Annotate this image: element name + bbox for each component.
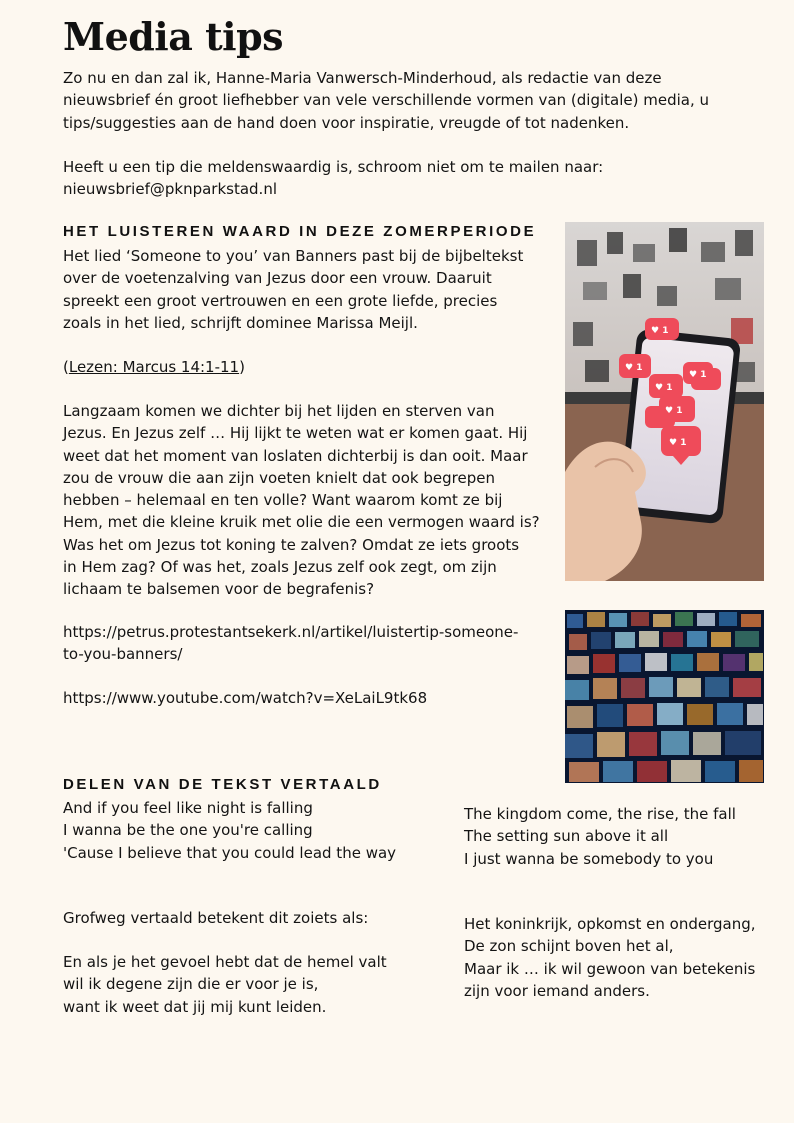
- lyric-line: The kingdom come, the rise, the fall: [464, 805, 736, 823]
- lyrics-english-right: [464, 803, 736, 870]
- text-line: Was het om Jezus tot koning te zalven? Omdat ze iets groots: [63, 535, 520, 554]
- reading-link[interactable]: Lezen: Marcus 14:1-11: [68, 358, 240, 376]
- svg-text:♥ 1: ♥ 1: [625, 363, 643, 373]
- phone-likes-illustration: [565, 222, 764, 581]
- text-line: Grofweg vertaald betekent dit zoiets als:: [63, 909, 369, 927]
- translation-intro: [63, 907, 368, 929]
- paren-close: ): [239, 358, 245, 376]
- url-line[interactable]: https://petrus.protestantsekerk.nl/artikel/luistertip-someone-: [63, 623, 519, 641]
- text-line: Het lied ‘Someone to you’ van Banners past bij de bijbeltekst: [63, 247, 524, 265]
- lyric-line: zijn voor iemand anders.: [464, 981, 650, 1000]
- text-line: spreekt een groot vertrouwen en een grote liefde, precies: [63, 291, 498, 310]
- page-title: Media tips: [63, 14, 284, 59]
- lyric-line: Maar ik … ik wil gewoon van betekenis: [464, 959, 756, 978]
- section1-paragraph-2: [63, 400, 540, 601]
- text-line: over de voetenzalving van Jezus door een vrouw. Daaruit: [63, 269, 492, 288]
- svg-text:♥ 1: ♥ 1: [669, 438, 687, 448]
- text-line: lichaam te balsemen voor de begrafenis?: [63, 580, 375, 599]
- url-line[interactable]: to-you-banners/: [63, 645, 183, 664]
- tip-note: [63, 156, 603, 201]
- text-line: hebben – helemaal en ten volle? Want waarom komt ze bij: [63, 491, 503, 510]
- email-address[interactable]: nieuwsbrief@pknparkstad.nl: [63, 180, 277, 199]
- lyric-line: I wanna be the one you're calling: [63, 821, 313, 840]
- text-line: zou de vrouw die aan zijn voeten knielt dat ook begrepen: [63, 468, 495, 487]
- intro-line: tips/suggesties aan de hand doen voor inspiratie, vreugde of tot nadenken.: [63, 113, 630, 132]
- lyric-line: And if you feel like night is falling: [63, 799, 313, 817]
- lyric-line: wil ik degene zijn die er voor je is,: [63, 975, 319, 994]
- video-wall-photo: [565, 610, 764, 783]
- phone-likes-photo: [565, 222, 764, 581]
- lyric-line: En als je het gevoel hebt dat de hemel valt: [63, 953, 387, 971]
- tip-note-line: Heeft u een tip die meldenswaardig is, schroom niet om te mailen naar:: [63, 158, 604, 176]
- url-line[interactable]: https://www.youtube.com/watch?v=XeLaiL9tk68: [63, 689, 428, 707]
- paren-open: (: [63, 358, 69, 376]
- svg-text:♥ 1: ♥ 1: [689, 370, 707, 380]
- text-line: weet dat het moment van loslaten dichterbij is dan ooit. Maar: [63, 446, 528, 465]
- youtube-url[interactable]: [63, 687, 427, 709]
- video-wall-illustration: [565, 610, 764, 783]
- section1-paragraph-1: [63, 245, 523, 334]
- section-heading-listen: HET LUISTEREN WAARD IN DEZE ZOMERPERIODE: [63, 223, 537, 240]
- lyrics-dutch-left: [63, 951, 387, 1018]
- intro-line: Zo nu en dan zal ik, Hanne-Maria Vanwersch-Minderhoud, als redactie van deze: [63, 69, 662, 87]
- lyric-line: De zon schijnt boven het al,: [464, 937, 674, 956]
- article-url[interactable]: [63, 621, 518, 666]
- lyrics-english-left: [63, 797, 396, 864]
- lyric-line: want ik weet dat jij mij kunt leiden.: [63, 997, 327, 1016]
- intro-line: nieuwsbrief én groot liefhebber van vele verschillende vormen van (digitale) media, u: [63, 91, 709, 110]
- svg-text:♥ 1: ♥ 1: [665, 406, 683, 416]
- lyric-line: 'Cause I believe that you could lead the way: [63, 843, 397, 862]
- intro-paragraph: [63, 67, 709, 134]
- reading-reference: [63, 356, 245, 378]
- text-line: Langzaam komen we dichter bij het lijden en sterven van: [63, 402, 495, 420]
- text-line: in Hem zag? Of was het, zoals Jezus zelf ook zegt, om zijn: [63, 558, 497, 577]
- lyrics-dutch-right: [464, 913, 756, 1002]
- text-line: zoals in het lied, schrijft dominee Marissa Meijl.: [63, 313, 418, 332]
- lyric-line: The setting sun above it all: [464, 827, 669, 846]
- svg-text:♥ 1: ♥ 1: [651, 326, 669, 336]
- section-heading-lyrics: DELEN VAN DE TEKST VERTAALD: [63, 776, 382, 793]
- lyric-line: I just wanna be somebody to you: [464, 849, 714, 868]
- svg-text:♥ 1: ♥ 1: [655, 383, 673, 393]
- text-line: Jezus. En Jezus zelf … Hij lijkt te weten wat er komen gaat. Hij: [63, 424, 528, 443]
- text-line: Hem, met die kleine kruik met olie die een vermogen waard is?: [63, 513, 540, 532]
- lyric-line: Het koninkrijk, opkomst en ondergang,: [464, 915, 756, 933]
